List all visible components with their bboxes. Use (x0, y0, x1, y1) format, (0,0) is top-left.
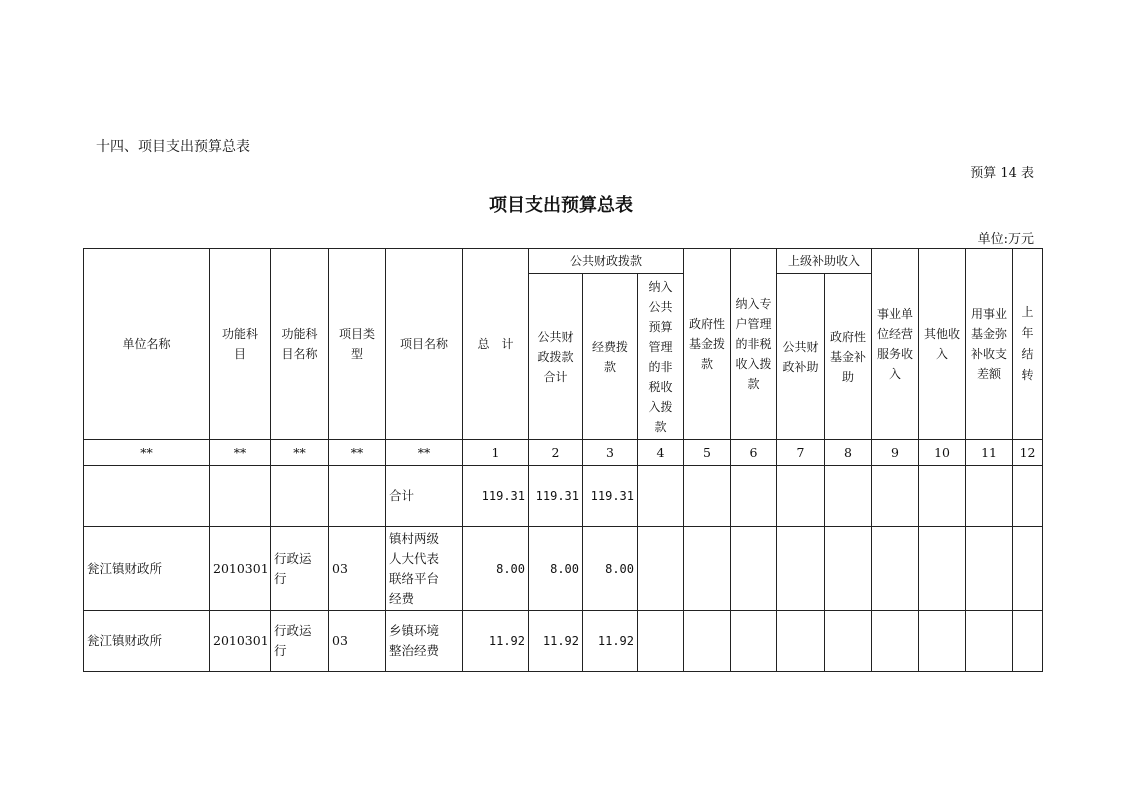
index-cell: 5 (684, 440, 731, 466)
cell-project-name: 合计 (386, 466, 463, 527)
cell-func: 行政运行 (271, 527, 329, 611)
section-title: 十四、项目支出预算总表 (96, 139, 250, 155)
header-other-income: 其他收入 (919, 249, 966, 440)
cell-project-name: 镇村两级人大代表联络平台经费 (386, 527, 463, 611)
cell-unit: 瓮江镇财政所 (84, 527, 210, 611)
index-cell: 4 (638, 440, 684, 466)
header-nontax-special: 纳入专户管理的非税收入拨款 (731, 249, 777, 440)
cell-total: 11.92 (463, 611, 529, 672)
cell-unit: 瓮江镇财政所 (84, 611, 210, 672)
cell-type: 03 (329, 527, 386, 611)
index-cell: 6 (731, 440, 777, 466)
cell-project-name: 乡镇环境整治经费 (386, 611, 463, 672)
cell-total: 119.31 (463, 466, 529, 527)
header-unit-name: 单位名称 (84, 249, 210, 440)
cell-type (329, 466, 386, 527)
header-total: 总 计 (463, 249, 529, 440)
header-carryover: 上年结转 (1013, 249, 1043, 440)
header-function-code: 功能科目 (210, 249, 271, 440)
cell-code: 2010301 (210, 611, 271, 672)
cell-public-total: 11.92 (529, 611, 583, 672)
header-public-total: 公共财政拨款合计 (529, 274, 583, 440)
cell-func (271, 466, 329, 527)
index-row (84, 440, 1043, 466)
header-business-income: 事业单位经营服务收入 (872, 249, 919, 440)
index-cell: ** (386, 440, 463, 466)
cell-code (210, 466, 271, 527)
table-row-total (84, 466, 1043, 527)
table-number: 预算 14 表 (970, 166, 1034, 181)
cell-total: 8.00 (463, 527, 529, 611)
index-cell: 12 (1013, 440, 1043, 466)
header-fund-allocation: 经费拨款 (583, 274, 638, 440)
header-upper-subsidy-group: 上级补助收入 (777, 249, 872, 274)
index-cell: ** (329, 440, 386, 466)
index-cell: 7 (777, 440, 825, 466)
cell-type: 03 (329, 611, 386, 672)
cell-fund-alloc: 8.00 (583, 527, 638, 611)
index-cell: 11 (966, 440, 1013, 466)
header-nontax-budget: 纳入公共预算管理的非税收入拨款 (638, 274, 684, 440)
index-cell: ** (84, 440, 210, 466)
header-upper-gov: 政府性基金补助 (825, 274, 872, 440)
budget-table (83, 248, 1043, 672)
index-cell: 10 (919, 440, 966, 466)
index-cell: 3 (583, 440, 638, 466)
cell-public-total: 8.00 (529, 527, 583, 611)
index-cell: 8 (825, 440, 872, 466)
index-cell: 2 (529, 440, 583, 466)
header-project-type: 项目类型 (329, 249, 386, 440)
header-fund-cover: 用事业基金弥补收支差额 (966, 249, 1013, 440)
table-row (84, 611, 1043, 672)
unit-label: 单位:万元 (977, 232, 1034, 247)
header-project-name: 项目名称 (386, 249, 463, 440)
header-public-finance-group: 公共财政拨款 (529, 249, 684, 274)
table-row (84, 527, 1043, 611)
header-gov-fund: 政府性基金拨款 (684, 249, 731, 440)
cell-unit (84, 466, 210, 527)
cell-public-total: 119.31 (529, 466, 583, 527)
cell-fund-alloc: 11.92 (583, 611, 638, 672)
cell-code: 2010301 (210, 527, 271, 611)
cell-func: 行政运行 (271, 611, 329, 672)
header-function-name: 功能科目名称 (271, 249, 329, 440)
index-cell: ** (210, 440, 271, 466)
index-cell: 1 (463, 440, 529, 466)
header-upper-public: 公共财政补助 (777, 274, 825, 440)
cell-fund-alloc: 119.31 (583, 466, 638, 527)
index-cell: ** (271, 440, 329, 466)
document-title: 项目支出预算总表 (489, 195, 633, 216)
index-cell: 9 (872, 440, 919, 466)
